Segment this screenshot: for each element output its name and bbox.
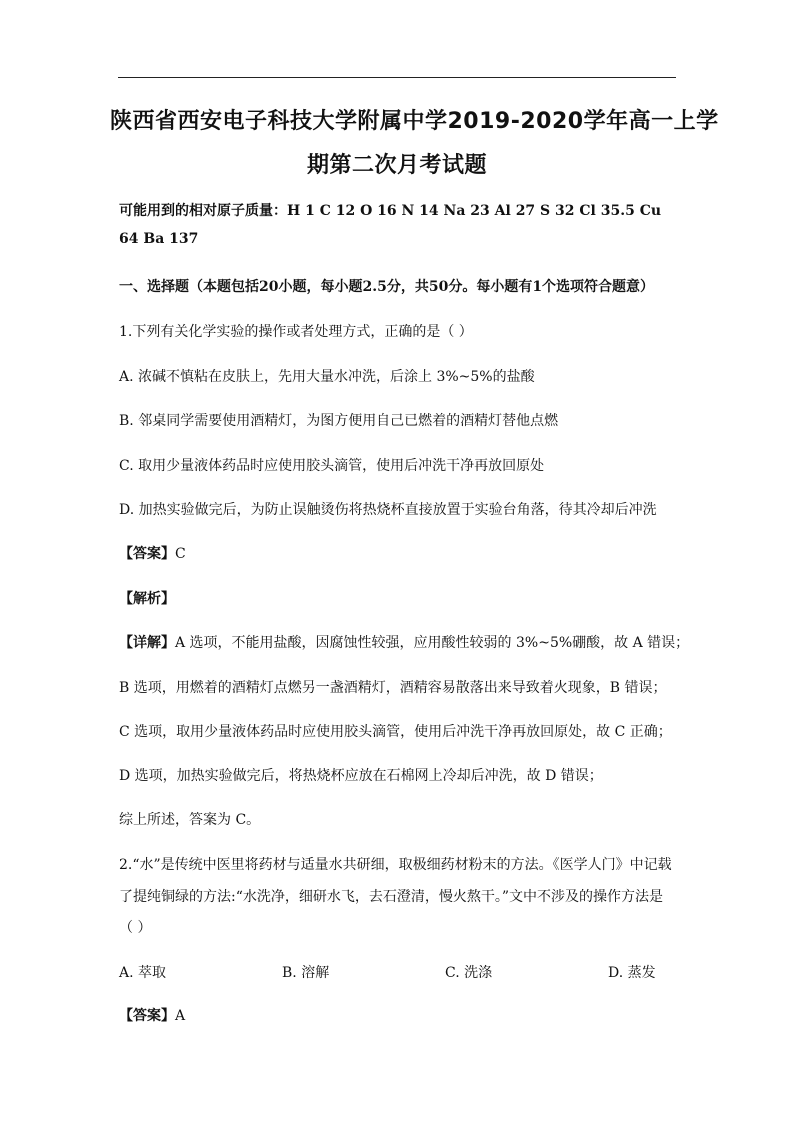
section-heading: 一、选择题（本题包括20小题，每小题2.5分，共50分。每小题有1个选项符合题意） [119,279,655,295]
q1-option-a: A. 浓碱不慎粘在皮肤上，先用大量水冲洗，后涂上 3%~5%的盐酸 [119,369,535,385]
header-rule [118,77,676,78]
q1-detail-line-3: C 选项，取用少量液体药品时应使用胶头滴管，使用后冲洗干净再放回原处，故 C 正确； [119,724,672,740]
q1-stem: 1.下列有关化学实验的操作或者处理方式，正确的是（ ） [119,324,473,340]
q1-answer [119,543,186,563]
answer-value: C [175,546,186,562]
q1-option-d: D. 加热实验做完后，为防止误触烫伤将热烧杯直接放置于实验台角落，待其冷却后冲洗 [119,502,657,518]
atomic-mass-line-1: 可能用到的相对原子质量：H 1 C 12 O 16 N 14 Na 23 Al 27 S 32 Cl 35.5 Cu [119,203,662,219]
q1-detail-line-2: B 选项，用燃着的酒精灯点燃另一盏酒精灯，酒精容易散落出来导致着火现象，B 错误； [119,680,667,696]
q2-option-b: B. 溶解 [282,965,330,981]
q2-stem-line-1: 2.“水”是传统中医里将药材与适量水共研细，取极细药材粉末的方法。《医学人门》中记载 [119,857,672,873]
q1-summary: 综上所述，答案为 C。 [119,812,261,828]
q1-analysis-label: 【解析】 [119,591,175,607]
detail-text: A 选项，不能用盐酸，因腐蚀性较强，应用酸性较弱的 3%~5%硼酸，故 A 错误； [175,635,690,651]
q2-option-a: A. 萃取 [119,965,167,981]
q1-option-c: C. 取用少量液体药品时应使用胶头滴管，使用后冲洗干净再放回原处 [119,458,545,474]
q2-stem-line-2: 了提纯铜绿的方法:“水洗净，细研水飞，去石澄清，慢火熬干。”文中不涉及的操作方法是 [119,889,664,905]
q1-detail-line-4: D 选项，加热实验做完后，将热烧杯应放在石棉网上冷却后冲洗，故 D 错误； [119,768,603,784]
answer-label: 【答案】 [119,1008,175,1024]
atomic-mass-line-2: 64 Ba 137 [119,231,199,247]
answer-label: 【答案】 [119,546,175,562]
answer-value: A [175,1008,186,1024]
q2-stem-line-3: （ ） [119,920,152,936]
q2-option-d: D. 蒸发 [608,965,656,981]
q1-detail-line-1 [119,632,689,652]
page-title-line-2: 期第二次月考试题 [306,153,487,178]
q1-option-b: B. 邻桌同学需要使用酒精灯，为图方便用自己已燃着的酒精灯替他点燃 [119,413,559,429]
q2-option-c: C. 洗涤 [445,965,493,981]
page-title-line-1: 陕西省西安电子科技大学附属中学2019-2020学年高一上学 [110,109,719,134]
q2-answer [119,1005,185,1025]
detail-label: 【详解】 [119,635,175,651]
